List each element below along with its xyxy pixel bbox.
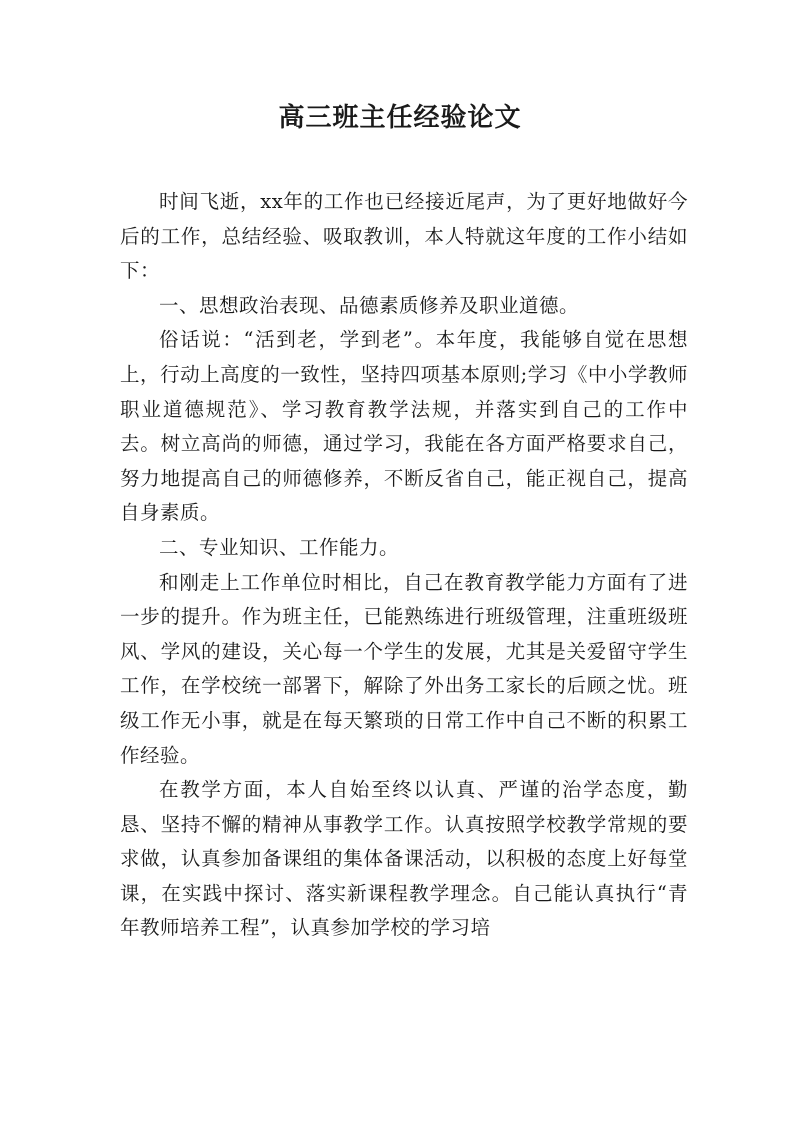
document-title: 高三班主任经验论文 xyxy=(278,103,522,133)
body-paragraph: 在教学方面，本人自始至终以认真、严谨的治学态度，勤恳、坚持不懈的精神从事教学工作。认真按照学校教学常规的要求做，认真参加备课组的集体备课活动，以积极的态度上好每堂课，在实践中探讨、落实新课程教学理念。自己能认真执行“青年教师培养工程”，认真参加学校的学习培 xyxy=(120,778,688,940)
body-paragraph: 俗话说：“活到老，学到老”。本年度，我能够自觉在思想上，行动上高度的一致性，坚持四项基本原则;学习《中小学教师职业道德规范》、学习教育教学法规，并落实到自己的工作中去。树立高尚的师德，通过学习，我能在各方面严格要求自己，努力地提高自己的师德修养，不断反省自己，能正视自己，提高自身素质。 xyxy=(120,328,688,525)
section-heading-2: 二、专业知识、工作能力。 xyxy=(159,535,400,559)
section-heading-1: 一、思想政治表现、品德素质修养及职业道德。 xyxy=(159,293,580,317)
document-body xyxy=(120,185,688,946)
body-paragraph: 和刚走上工作单位时相比，自己在教育教学能力方面有了进一步的提升。作为班主任，已能熟练进行班级管理，注重班级班风、学风的建设，关心每一个学生的发展，尤其是关爱留守学生工作，在学校统一部署下，解除了外出务工家长的后顾之忧。班级工作无小事，就是在每天繁琐的日常工作中自己不断的积累工作经验。 xyxy=(120,570,688,767)
intro-paragraph: 时间飞逝，xx年的工作也已经接近尾声，为了更好地做好今后的工作，总结经验、吸取教训，本人特就这年度的工作小结如下： xyxy=(120,190,688,283)
